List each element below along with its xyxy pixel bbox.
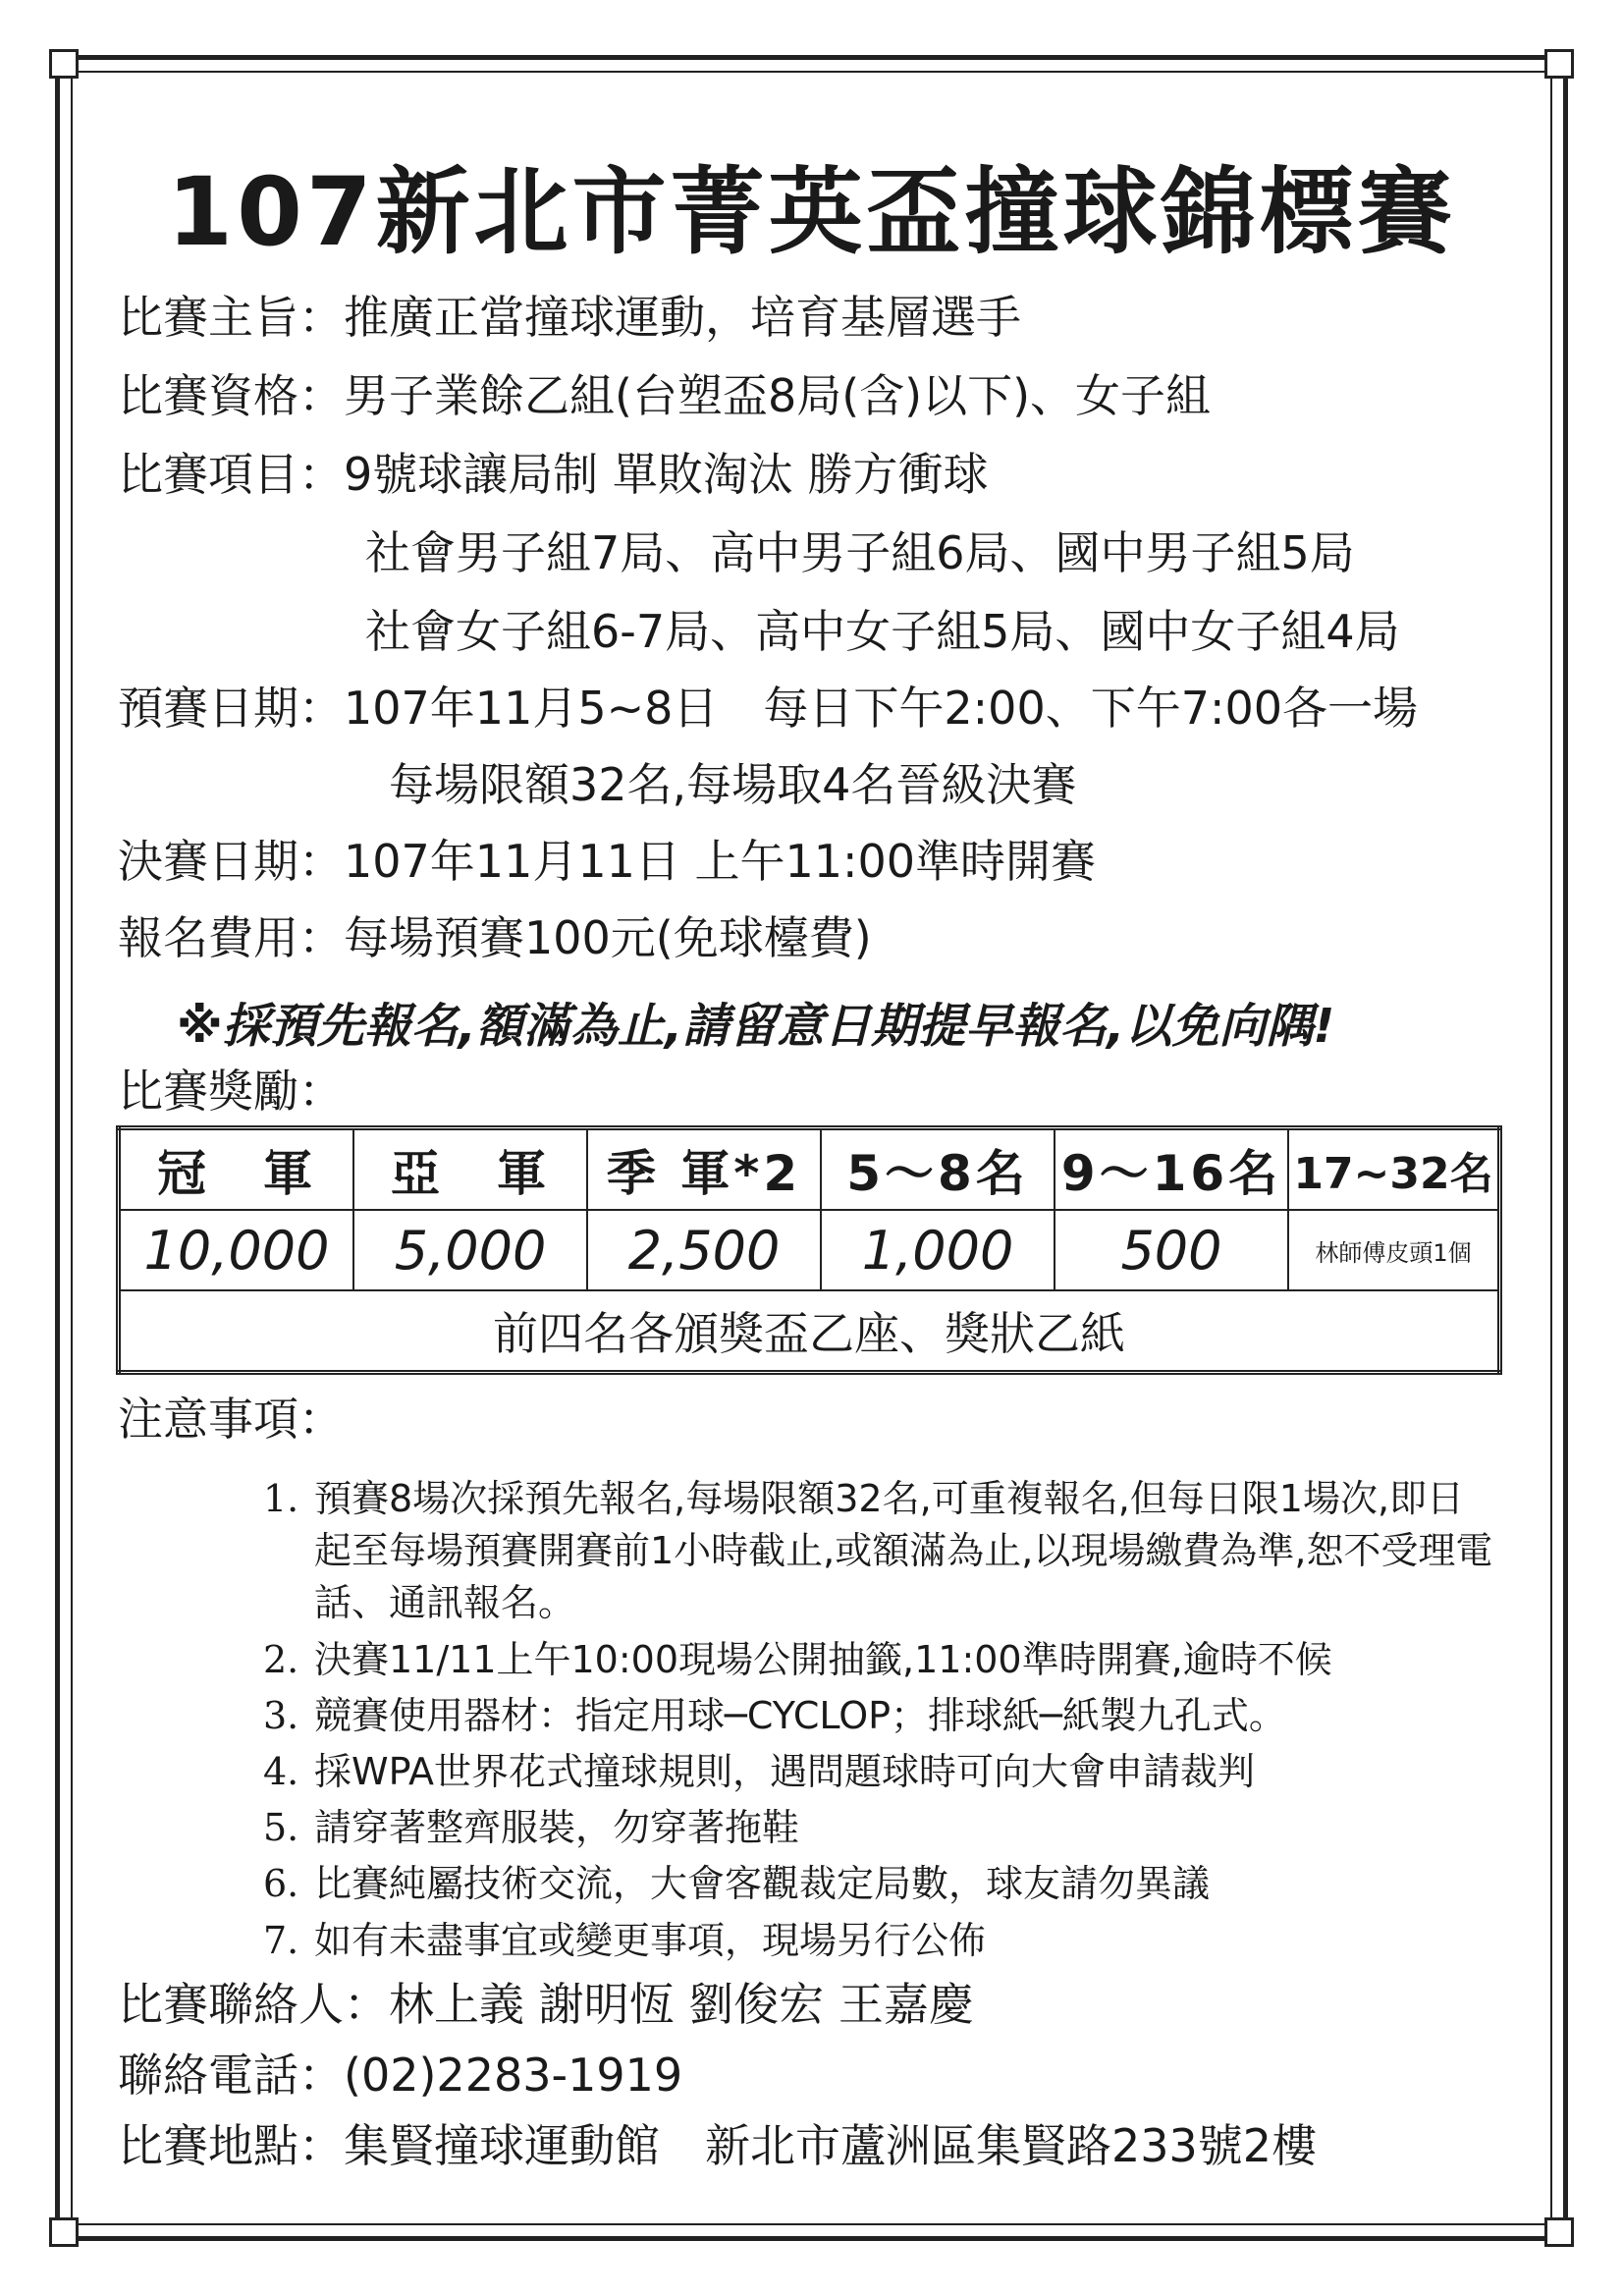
note-number: 1. <box>263 1477 299 1520</box>
prize-header-third: 季 軍*2 <box>587 1128 821 1211</box>
purpose-line: 比賽主旨：推廣正當撞球運動，培育基層選手 <box>118 291 1021 344</box>
note-number: 2. <box>263 1637 299 1681</box>
note-number: 6. <box>263 1862 299 1906</box>
notes-list <box>263 1473 1500 1971</box>
prize-header-champion: 冠 軍 <box>119 1128 354 1211</box>
prize-header-17-32: 17~32名 <box>1288 1128 1500 1211</box>
prize-header-runner-up: 亞 軍 <box>353 1128 587 1211</box>
note-text: 採WPA世界花式撞球規則，遇問題球時可向大會申請裁判 <box>314 1749 1256 1793</box>
prize-amount-runner-up: 5,000 <box>353 1210 587 1290</box>
corner-ornament <box>49 49 79 79</box>
prize-amount-17-32: 林師傅皮頭1個 <box>1288 1210 1500 1290</box>
note-item <box>263 1858 1500 1910</box>
note-text: 競賽使用器材：指定用球─CYCLOP；排球紙─紙製九孔式。 <box>314 1693 1286 1737</box>
note-text: 預賽8場次採預先報名,每場限額32名,可重複報名,但每日限1場次,即日起至每場預賽開賽前1小時截止,或額滿為止,以現場繳費為準,恕不受理電話、通訊報名。 <box>314 1477 1493 1625</box>
note-item <box>263 1915 1500 1967</box>
final-date-line: 決賽日期：107年11月11日 上午11:00準時開賽 <box>118 835 1097 888</box>
note-number: 5. <box>263 1806 299 1850</box>
prize-header-9-16: 9～16名 <box>1055 1128 1288 1211</box>
prize-amount-third: 2,500 <box>587 1210 821 1290</box>
prelim-date-line: 預賽日期：107年11月5~8日 每日下午2:00、下午7:00各一場 <box>118 682 1419 735</box>
contact-people: 比賽聯絡人：林上義 謝明恆 劉俊宏 王嘉慶 <box>118 1978 974 2031</box>
prize-award-row <box>119 1290 1500 1373</box>
note-number: 4. <box>263 1749 299 1793</box>
note-item <box>263 1690 1500 1742</box>
note-number: 3. <box>263 1693 299 1737</box>
prize-amount-5-8: 1,000 <box>821 1210 1055 1290</box>
prize-header-row <box>119 1128 1500 1211</box>
venue: 比賽地點：集賢撞球運動館 新北市蘆洲區集賢路233號2樓 <box>118 2119 1318 2172</box>
corner-ornament <box>1544 49 1574 79</box>
note-item <box>263 1634 1500 1686</box>
note-item <box>263 1473 1500 1630</box>
eligibility-line: 比賽資格：男子業餘乙組(台塑盃8局(含)以下)、女子組 <box>118 369 1212 422</box>
corner-ornament <box>1544 2217 1574 2247</box>
note-text: 請穿著整齊服裝，勿穿著拖鞋 <box>314 1806 800 1850</box>
note-text: 決賽11/11上午10:00現場公開抽籤,11:00準時開賽,逾時不候 <box>314 1637 1332 1681</box>
prize-label: 比賽獎勵： <box>118 1065 344 1118</box>
notes-label: 注意事項： <box>118 1393 344 1446</box>
prelim-quota-line: 每場限額32名,每場取4名晉級決賽 <box>389 758 1077 811</box>
prize-amount-champion: 10,000 <box>119 1210 354 1290</box>
events-men-line: 社會男子組7局、高中男子組6局、國中男子組5局 <box>365 526 1355 579</box>
page-title: 107新北市菁英盃撞球錦標賽 <box>167 157 1456 267</box>
prize-table <box>116 1125 1502 1375</box>
prize-award-note: 前四名各頒獎盃乙座、獎狀乙紙 <box>119 1290 1500 1373</box>
events-women-line: 社會女子組6-7局、高中女子組5局、國中女子組4局 <box>365 605 1400 658</box>
prize-amount-row <box>119 1210 1500 1290</box>
events-line: 比賽項目：9號球讓局制 單敗淘汰 勝方衝球 <box>118 448 989 501</box>
note-item <box>263 1802 1500 1854</box>
note-item <box>263 1746 1500 1798</box>
prize-amount-9-16: 500 <box>1055 1210 1288 1290</box>
prize-header-5-8: 5～8名 <box>821 1128 1055 1211</box>
fee-line: 報名費用：每場預賽100元(免球檯費) <box>118 911 872 964</box>
note-text: 比賽純屬技術交流，大會客觀裁定局數，球友請勿異議 <box>314 1862 1211 1906</box>
note-text: 如有未盡事宜或變更事項，現場另行公佈 <box>314 1918 987 1962</box>
note-number: 7. <box>263 1918 299 1962</box>
contact-phone: 聯絡電話：(02)2283-1919 <box>118 2049 683 2102</box>
registration-notice: ※採預先報名,額滿為止,請留意日期提早報名,以免向隅! <box>177 999 1335 1054</box>
corner-ornament <box>49 2217 79 2247</box>
